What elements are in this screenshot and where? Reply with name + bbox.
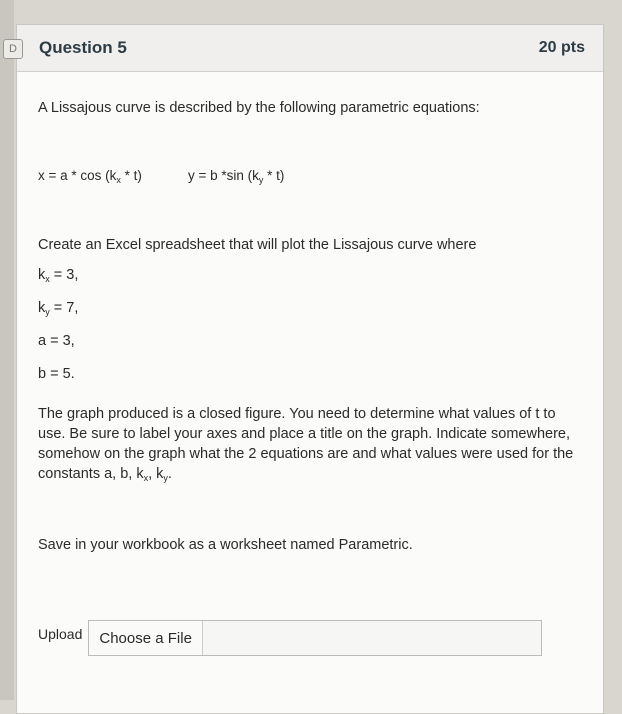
equation-y: y = b *sin $(k_y * t)$	[188, 168, 285, 185]
kx-line: $k_x = 3$,	[38, 267, 79, 284]
b-line: b = 5.	[38, 366, 75, 382]
question-card	[9, 24, 604, 714]
left-strip	[0, 0, 14, 700]
file-upload-field[interactable]	[88, 620, 542, 656]
question-title: Question 5	[39, 38, 127, 57]
intro-text: A Lissajous curve is described by the following parametric equations:	[38, 100, 480, 116]
ky-line: $k_y = 7$,	[38, 300, 79, 317]
a-line: a = 3,	[38, 333, 75, 349]
question-header	[17, 25, 603, 72]
instruction-text: Create an Excel spreadsheet that will plot the Lissajous curve where	[38, 237, 477, 253]
choose-file-button[interactable]: Choose a File	[89, 621, 203, 655]
save-note: Save in your workbook as a worksheet named Parametric.	[38, 537, 413, 553]
question-points: 20 pts	[538, 39, 585, 56]
equation-x: $x = a * \cos (k_x * t)$	[38, 168, 142, 185]
instructions-paragraph: The graph produced is a closed figure. You need to determine what values of t to use. Be sure to label your axes and place a title on the graph. Indicate somewhere, somehow on the graph what the 2 equations are and what values were used for the constants a, b, $k_x$, $k_y$.	[38, 406, 574, 483]
upload-label: Upload	[38, 626, 83, 642]
question-badge-icon: D	[3, 39, 23, 59]
upload-row	[38, 620, 542, 656]
